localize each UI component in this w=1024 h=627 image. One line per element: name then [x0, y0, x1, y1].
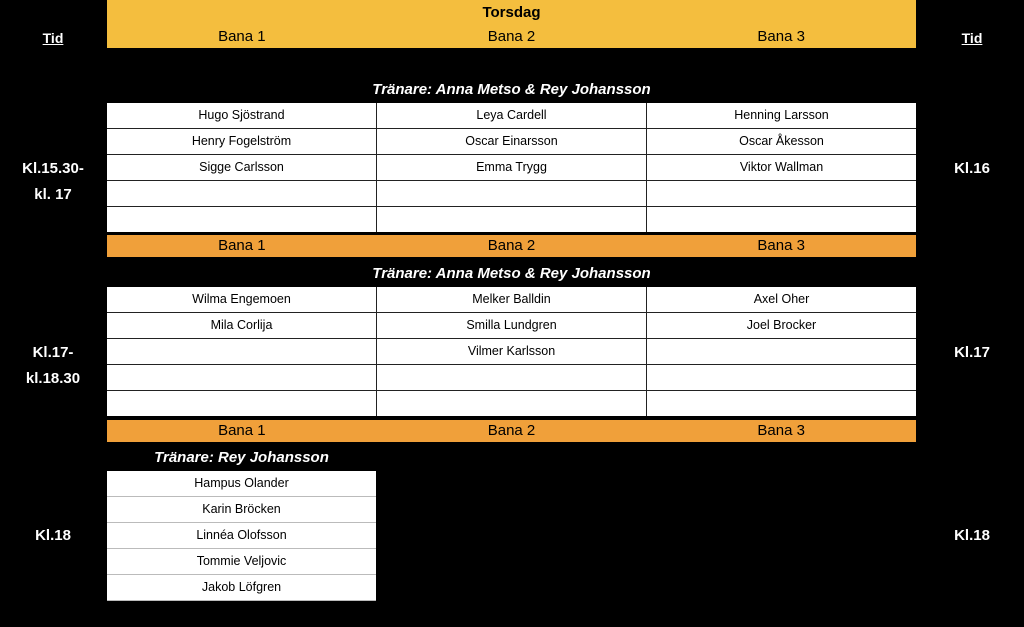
player-cell: Hampus Olander — [194, 476, 289, 490]
table-row — [107, 365, 916, 391]
player-cell: Axel Oher — [753, 292, 810, 306]
player-cell — [107, 207, 377, 232]
lane-label: Bana 2 — [487, 422, 536, 439]
time-left-3: Kl.18 — [35, 527, 71, 544]
lane-header-1 — [107, 26, 916, 48]
table-row — [107, 497, 376, 523]
player-cell — [107, 365, 377, 390]
table-row — [107, 523, 376, 549]
player-cell — [377, 365, 647, 390]
lane-label: Bana 3 — [757, 422, 805, 439]
schedule-grid-2 — [107, 287, 916, 416]
player-cell: Mila Corlija — [107, 313, 377, 338]
table-row — [107, 575, 376, 601]
player-cell: Leya Cardell — [377, 103, 647, 128]
table-row — [107, 103, 916, 129]
player-cell — [647, 207, 916, 232]
player-cell: Vilmer Karlsson — [377, 339, 647, 364]
lane-header-2 — [107, 235, 916, 257]
schedule-grid-1 — [107, 103, 916, 232]
player-cell: Henning Larsson — [734, 108, 829, 122]
player-cell: Karin Bröcken — [202, 502, 281, 516]
time-line: kl. 17 — [34, 186, 72, 203]
player-cell — [377, 207, 647, 232]
player-cell: Hugo Sjöstrand — [107, 103, 377, 128]
lane-label: Bana 2 — [487, 237, 536, 254]
trainer-label: Tränare: Rey Johansson — [154, 449, 329, 466]
trainer-label: Tränare: Anna Metso & Rey Johansson — [372, 81, 651, 98]
lane-label: Bana 1 — [218, 28, 266, 45]
time-left-1 — [12, 156, 94, 208]
lane-label: Bana 3 — [757, 237, 805, 254]
table-row — [107, 549, 376, 575]
player-cell — [647, 391, 916, 416]
player-cell: Emma Trygg — [377, 155, 647, 180]
day-title: Torsdag — [107, 0, 916, 26]
schedule-grid-3 — [107, 471, 376, 601]
time-line: kl.18.30 — [25, 370, 81, 387]
table-row — [107, 207, 916, 232]
time-line: Kl.15.30- — [22, 160, 84, 177]
table-row — [107, 287, 916, 313]
tid-left-label: Tid — [42, 30, 64, 46]
lane-label: Bana 1 — [218, 422, 266, 439]
player-cell: Linnéa Olofsson — [196, 528, 287, 542]
lane-label: Bana 1 — [218, 237, 266, 254]
player-cell — [377, 391, 647, 416]
table-row — [107, 313, 916, 339]
time-right-2: Kl.17 — [954, 344, 990, 361]
table-row — [107, 391, 916, 416]
player-cell: Jakob Löfgren — [201, 580, 282, 594]
table-row — [107, 339, 916, 365]
player-cell — [647, 181, 916, 206]
player-cell: Melker Balldin — [377, 287, 647, 312]
lane-header-3 — [107, 420, 916, 442]
table-row — [107, 129, 916, 155]
player-cell: Smilla Lundgren — [377, 313, 647, 338]
player-cell — [107, 339, 377, 364]
player-cell: Henry Fogelström — [107, 129, 377, 154]
table-row — [107, 181, 916, 207]
player-cell: Oscar Åkesson — [739, 134, 824, 148]
player-cell: Viktor Wallman — [739, 160, 824, 174]
table-row — [107, 471, 376, 497]
player-cell — [647, 339, 916, 364]
player-cell: Joel Brocker — [746, 318, 817, 332]
table-row — [107, 155, 916, 181]
time-left-2 — [12, 340, 94, 392]
lane-label: Bana 3 — [757, 28, 805, 45]
player-cell — [377, 181, 647, 206]
lane-label: Bana 2 — [487, 28, 536, 45]
time-line: Kl.17- — [32, 344, 74, 361]
player-cell: Wilma Engemoen — [107, 287, 377, 312]
player-cell: Oscar Einarsson — [377, 129, 647, 154]
player-cell — [107, 391, 377, 416]
player-cell — [107, 181, 377, 206]
trainer-label: Tränare: Anna Metso & Rey Johansson — [372, 265, 651, 282]
player-cell — [647, 365, 916, 390]
time-right-1: Kl.16 — [954, 160, 990, 177]
time-right-3: Kl.18 — [954, 527, 990, 544]
player-cell: Sigge Carlsson — [107, 155, 377, 180]
player-cell: Tommie Veljovic — [196, 554, 287, 568]
tid-right-label: Tid — [961, 30, 983, 46]
